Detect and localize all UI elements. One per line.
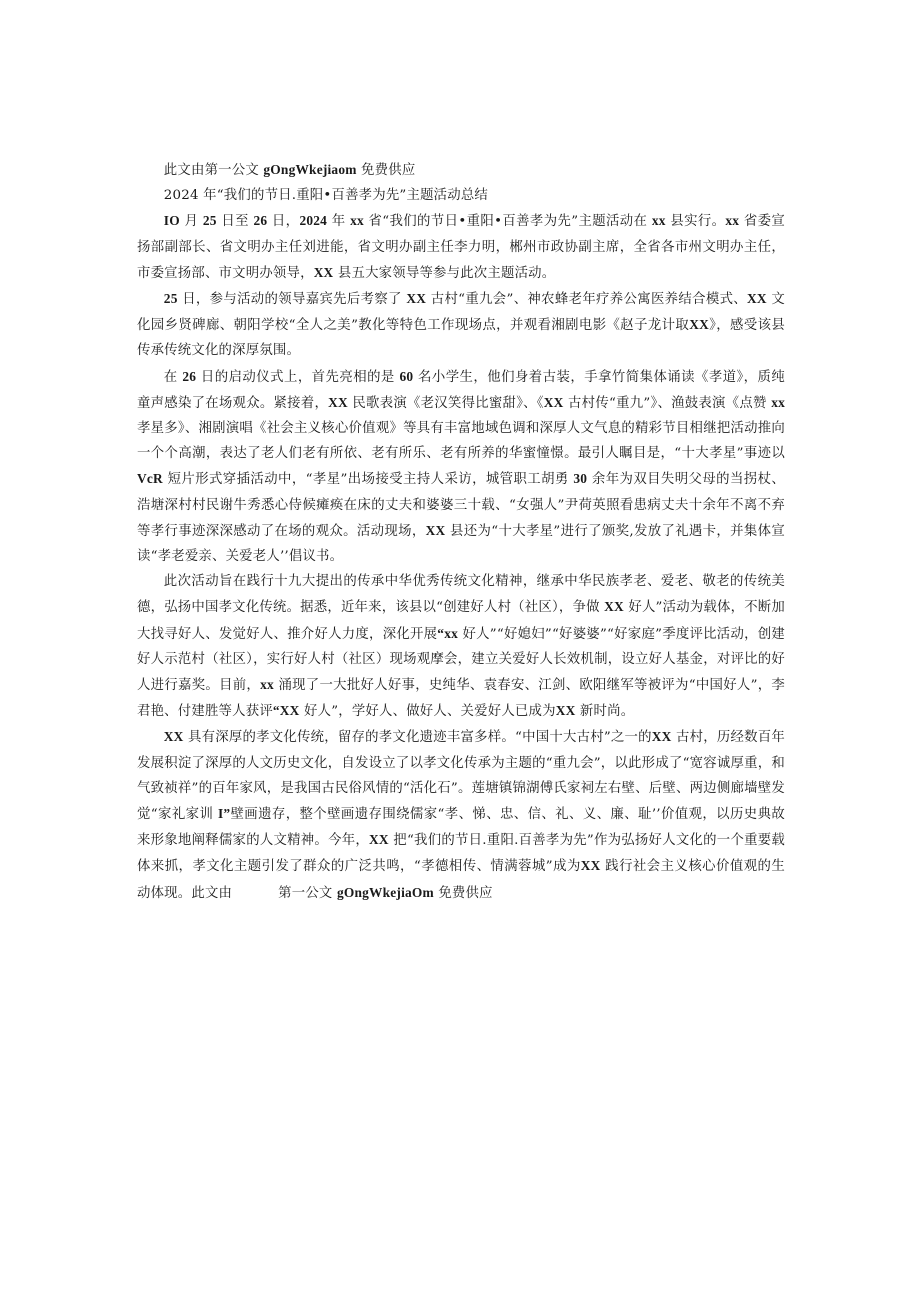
p5-s2: 具有深厚的孝文化传统，留存的孝文化遗迹丰富多样。“中国十大古村”之一的 — [188, 730, 652, 746]
p1-s6: 日， — [271, 214, 300, 230]
p5-s13: 免费供应 — [438, 885, 493, 901]
document-title — [137, 183, 785, 208]
p5-s6: 壁画遗存，整个壁画遗存围绕儒家“孝、悌、忠、信、礼、义、廉、耻’’价值观，以历史典故来形象地阐释儒家的人文精神。今年， — [137, 807, 785, 849]
p1-s13: xx — [725, 213, 740, 229]
header-suffix: 免费供应 — [361, 163, 416, 178]
p3-s5: 名小学生，他们身着古装，手拿竹简集体诵读《孝道》，质纯童声感染了在场观众。紧接着， — [137, 369, 785, 411]
p2-s2: 日，参与活动的领导嘉宾先后考察了 — [182, 292, 402, 308]
p4-s9: 好人”，学好人、做好人、关爱好人已成为 — [304, 704, 556, 720]
p1-s8: 年 — [331, 214, 346, 230]
p4-s4: “xx — [437, 625, 458, 641]
p5-s4: 古村，历经数百年发展积淀了深厚的人文历史文化，自发设立了以孝文化传承为主题的“重九会”，以此形成了“宽容诚厚重，和气致祯祥”的百年家风，是我国古民俗风情的“活化石”。莲塘镇锦湖傅氏家祠左右壁、后壁、两边侧廊墙壁发觉“家礼家训 — [137, 730, 785, 823]
p2-s5: XX — [747, 291, 767, 307]
paragraph-4 — [137, 569, 785, 724]
p5-s11: 第一公文 — [278, 885, 333, 901]
p5-s8: 把“我们的节日.重阳.百善孝为先”作为弘扬好人文化的一个重要载体来抓，孝文化主题引发了群众的广泛共鸣，“孝德相传、情满蓉城”成为 — [137, 833, 785, 875]
p5-s10: 践行社会主义核心价值观的生动体现。此文由 — [137, 859, 785, 901]
p4-s1: 此次活动旨在践行十九大提出的传承中华优秀传统文化精神，继承中华民族孝老、爱老、敬老的传统美德，弘扬中国孝文化传统。据悉，近年来，该县以“创建好人村（社区），争做 — [137, 574, 785, 616]
p3-s4: 60 — [399, 368, 414, 384]
p5-s12: gOngWkejiaOm — [336, 884, 434, 900]
p3-s11: 孝星多》、湘剧演唱《社会主义核心价值观》等具有丰富地域色调和深厚人文气息的精彩节目相继把活动推向一个个高潮，表达了老人们老有所依、老有所乐、老有所养的华蜜憧憬。最引人瞩目是，“十大孝星”事迹以 — [137, 421, 785, 462]
p3-s3: 日的启动仪式上，首先亮相的是 — [200, 369, 395, 385]
p2-s3: XX — [406, 291, 427, 307]
p3-s9: 古村传“重九”》、渔鼓表演《点赞 — [568, 395, 767, 411]
p1-s14: 省委宣扬部副部长、省文明办主任刘进能，省文明办副主任李力明，郴州市政协副主席，全省各市州文明办主任，市委宣扬部、市文明办领导， — [137, 214, 785, 281]
p1-s11: xx — [651, 213, 666, 229]
paragraph-2 — [137, 286, 785, 364]
p4-s11: 新时尚。 — [579, 704, 635, 720]
header-prefix: 此文由第一公文 — [163, 163, 259, 178]
p3-s13: 短片形式穿插活动中，“孝星”出场接受主持人采访，城管职工胡勇 — [167, 472, 569, 488]
source-header-line — [137, 157, 785, 183]
p1-s7: 2024 — [299, 213, 328, 229]
p3-s15: 余年为双目失明父母的当拐杖、浩塘深村村民谢牛秀悉心侍候瘫痪在床的丈夫和婆婆三十载、“女强人”尹荷英照看患病丈夫十余年不离不弃等孝行事迹深深感动了在场的观众。活动现场， — [137, 472, 785, 539]
p3-s2: 26 — [182, 368, 197, 384]
p3-s14: 30 — [573, 471, 588, 487]
p3-s1: 在 — [163, 369, 178, 385]
p5-s5: I” — [217, 806, 231, 822]
p1-s15: XX — [313, 264, 334, 280]
paragraph-1 — [137, 208, 785, 286]
p3-s12: VcR — [137, 471, 163, 487]
p1-s12: 县实行。 — [670, 214, 726, 230]
p3-s7: 民歌表演《老汉笑得比蜜甜》、《 — [352, 395, 544, 411]
p2-s7: XX — [689, 317, 709, 333]
p1-s16: 县五大家领导等参与此次主题活动。 — [337, 265, 556, 281]
p1-s9: xx — [350, 213, 364, 229]
title-year: 2024 — [163, 188, 199, 204]
p2-s4: 古村“重九会”、神农蜂老年疗养公寓医养结合模式、 — [430, 292, 748, 308]
p1-s10: 省“我们的节日•重阳•百善孝为先”主题活动在 — [368, 214, 648, 230]
p3-s6: XX — [328, 394, 348, 410]
p4-s2: XX — [604, 599, 624, 615]
p4-s8: “XX — [272, 703, 300, 719]
p5-s1: XX — [163, 729, 184, 745]
p4-s5: 好人”“好媳妇”“好婆婆”“好家庭”季度评比活动，创建好人示范村（社区），实行好人村（社区）现场观摩会，建立关爱好人长效机制，设立好人基金，对评比的好人进行嘉奖。目前， — [137, 626, 785, 694]
p1-s3: 25 — [202, 213, 217, 229]
p5-s7: XX — [369, 832, 389, 848]
header-brand: gOngWkejiaom — [263, 162, 357, 177]
p4-s6: xx — [260, 677, 274, 693]
p2-s6: 文化园乡贤碑廊、朝阳学校“全人之美”教化等特色工作现场点，并观看湘剧电影《赵子龙计取 — [137, 292, 785, 334]
p4-s10: XX — [555, 703, 576, 719]
paragraph-5 — [137, 724, 785, 905]
p4-s7: 涌现了一大批好人好事，史纯华、袁春安、江剑、欧阳继军等被评为“中国好人”，李君艳、付建胜等人获评 — [137, 678, 785, 720]
p3-s10: xx — [771, 394, 785, 410]
p1-s5: 26 — [253, 213, 268, 229]
document-body — [137, 157, 785, 906]
p5-s9: XX — [580, 858, 601, 874]
p5-s3: XX — [651, 729, 672, 745]
p1-s2: 月 — [184, 214, 199, 230]
p2-s1: 25 — [163, 291, 178, 307]
p3-s16: XX — [425, 522, 446, 538]
p1-s4: 日至 — [221, 214, 249, 230]
p3-s17: 县还为“十大孝星”进行了颁奖,发放了礼遇卡，并集体宣读“孝老爱亲、关爱老人’’倡议书。 — [137, 523, 785, 565]
paragraph-3 — [137, 364, 785, 570]
p1-s1: IO — [163, 213, 180, 229]
title-text: 年“我们的节日.重阳•百善孝为先”主题活动总结 — [203, 188, 489, 204]
p2-s8: 》，感受该县传承传统文化的深厚氛围。 — [137, 318, 785, 359]
p4-s3: 好人”活动为载体，不断加大找寻好人、发觉好人、推介好人力度，深化开展 — [137, 600, 785, 642]
p3-s8: XX — [543, 394, 564, 410]
